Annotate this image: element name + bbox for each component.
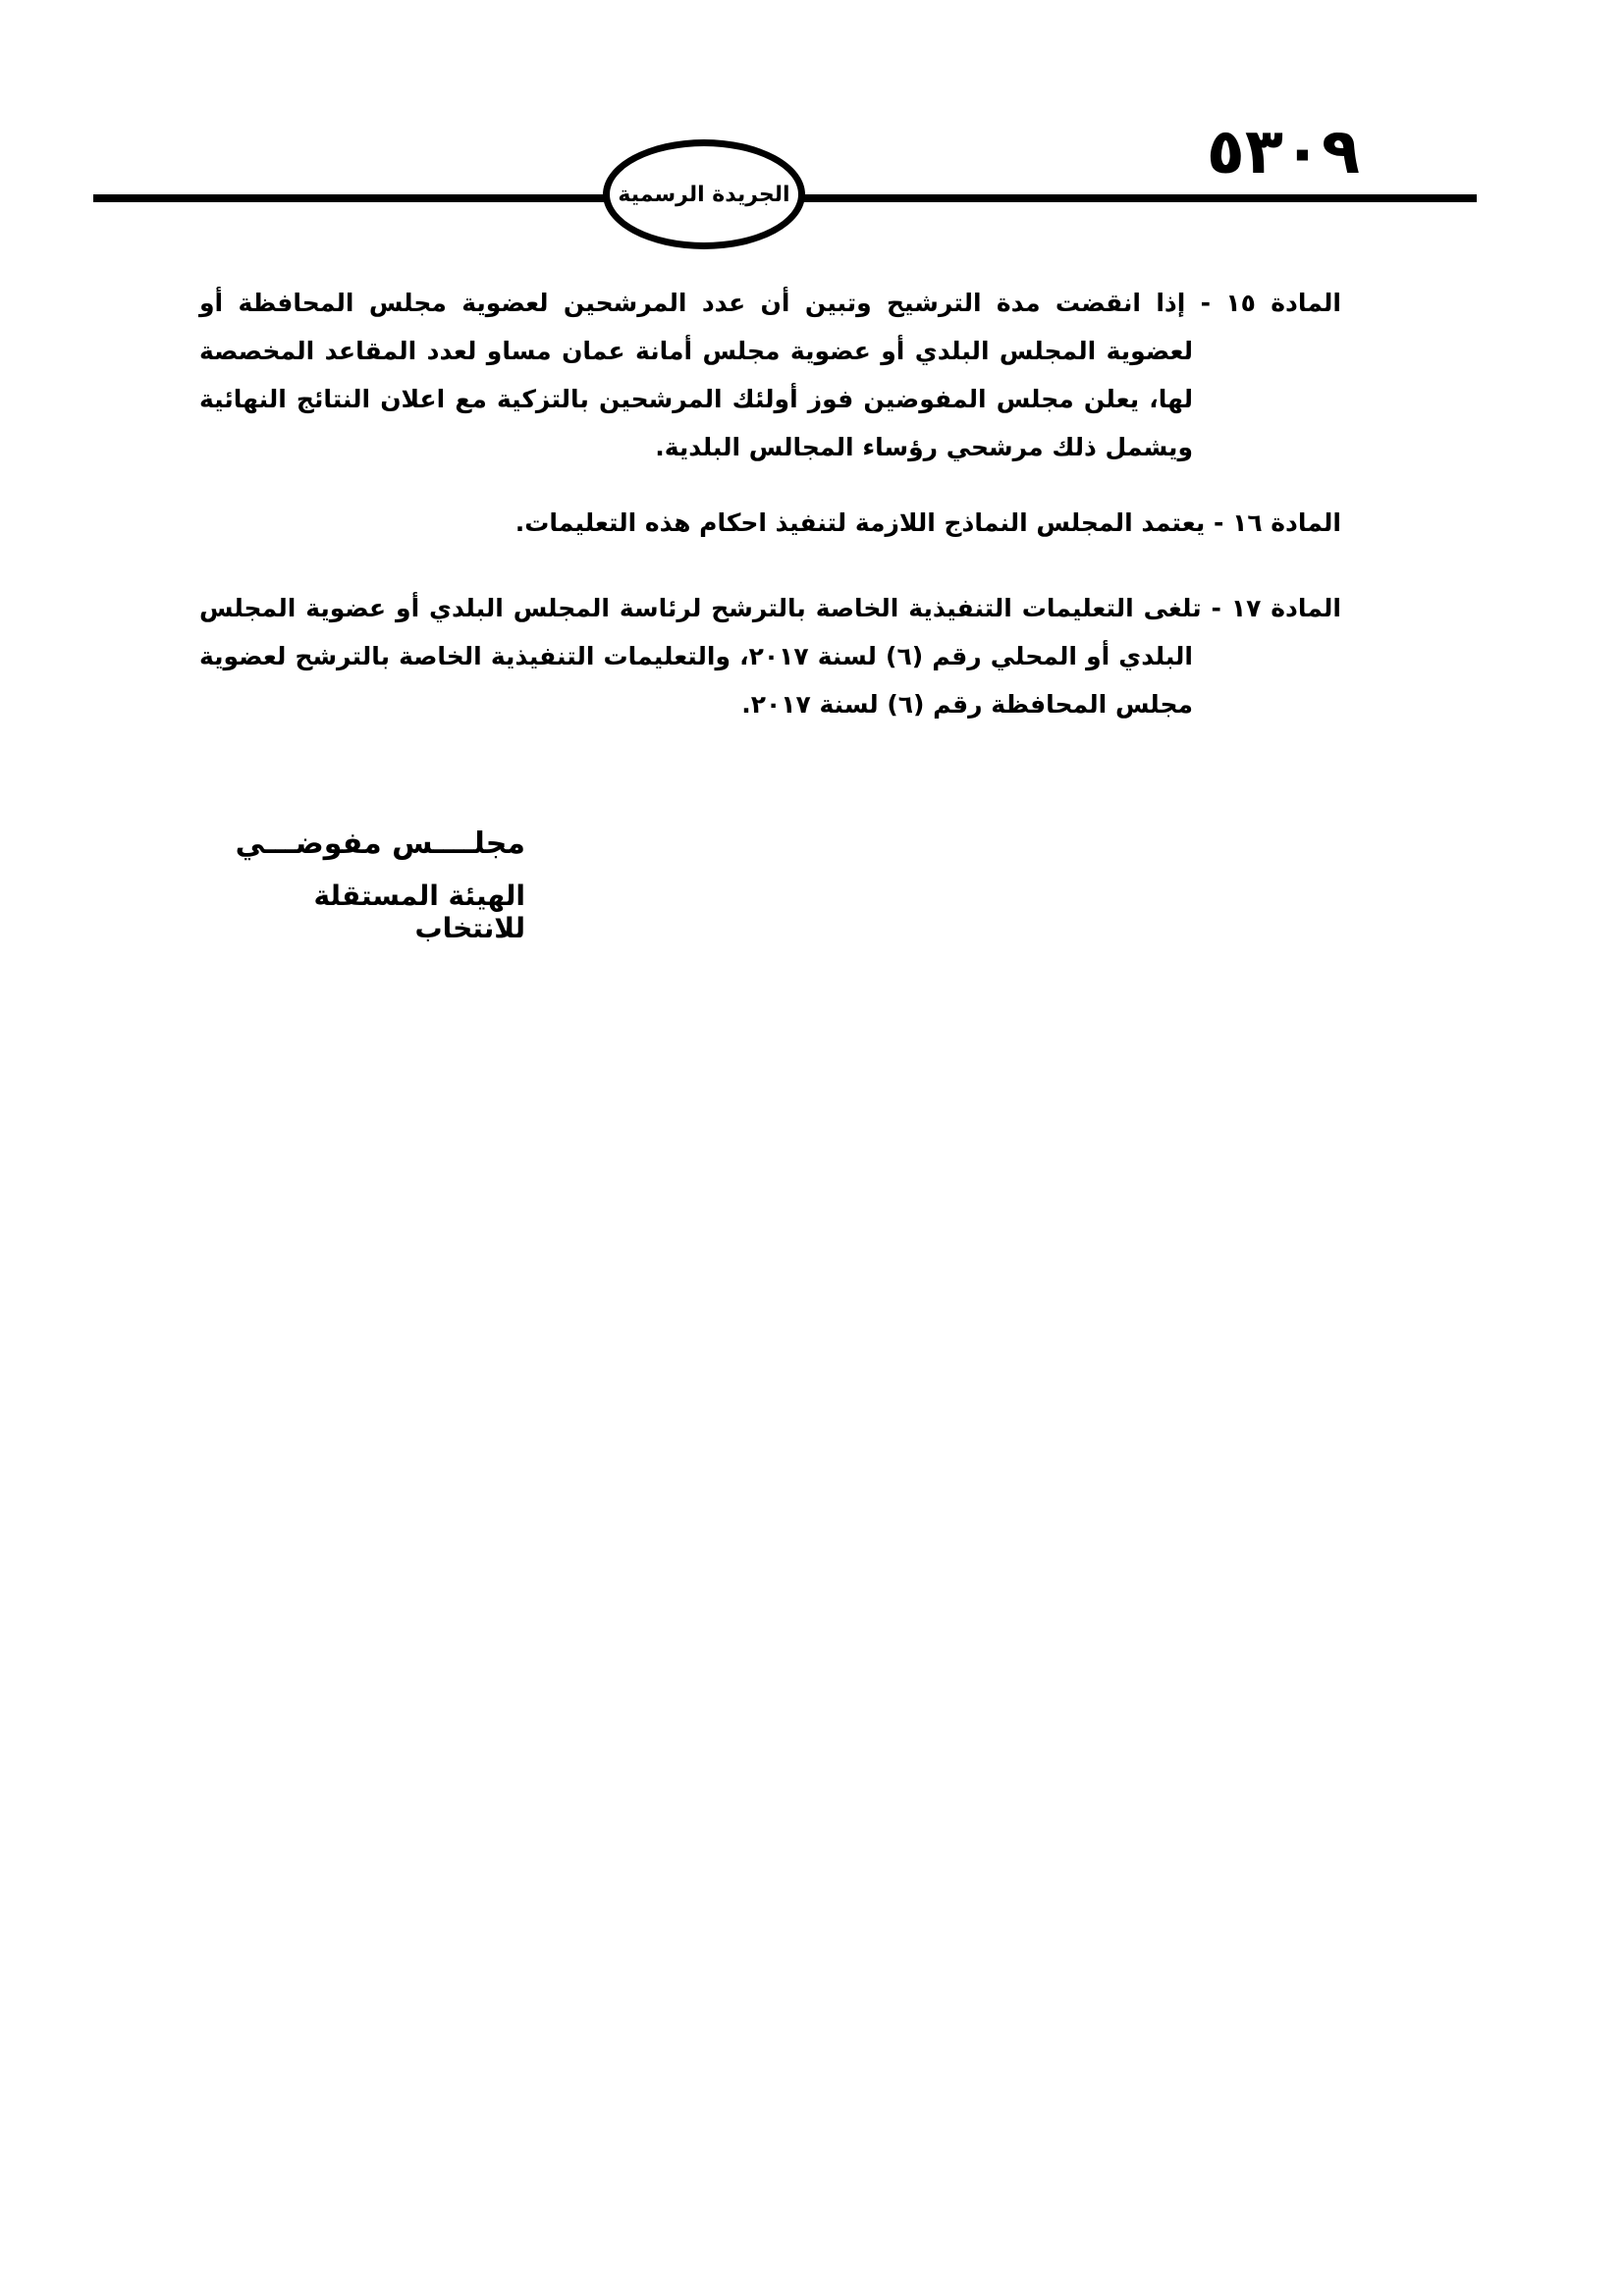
gazette-title-oval [603, 139, 805, 249]
header-rule-left [93, 194, 614, 202]
article-label: المادة ١٦ - [1213, 508, 1341, 537]
gazette-title: الجريدة الرسمية [618, 182, 790, 207]
article-16 [199, 499, 1341, 547]
page-number: ٥٣٠٩ [1206, 116, 1360, 188]
article-text: إذا انقضت مدة الترشيح وتبين أن عدد المرشحين لعضوية مجلس المحافظة أو لعضوية المجلس البلدي أو عضوية مجلس أمانة عمان مساو لعدد المقاعد المخصصة لها، يعلن مجلس المفوضين فوز أولئك المرشحين بالتزكية مع اعلان النتائج النهائية ويشمل ذلك مرشحي رؤساء المجالس البلدية. [199, 289, 1193, 461]
signature-line-1: مجلــــس مفوضـــي [235, 827, 525, 861]
header-rule-right [795, 194, 1477, 202]
article-text: تلغى التعليمات التنفيذية الخاصة بالترشح لرئاسة المجلس البلدي أو عضوية المجلس البلدي أو المحلي رقم (٦) لسنة ٢٠١٧، والتعليمات التنفيذية الخاصة بالترشح لعضوية مجلس المحافظة رقم (٦) لسنة ٢٠١٧. [199, 594, 1202, 719]
article-text: يعتمد المجلس النماذج اللازمة لتنفيذ احكام هذه التعليمات. [514, 508, 1206, 537]
article-15 [199, 279, 1341, 471]
signature-line-2: الهيئة المستقلة للانتخاب [313, 880, 525, 944]
article-17 [199, 584, 1341, 728]
article-label: المادة ١٧ - [1211, 594, 1341, 622]
article-label: المادة ١٥ - [1200, 289, 1341, 317]
